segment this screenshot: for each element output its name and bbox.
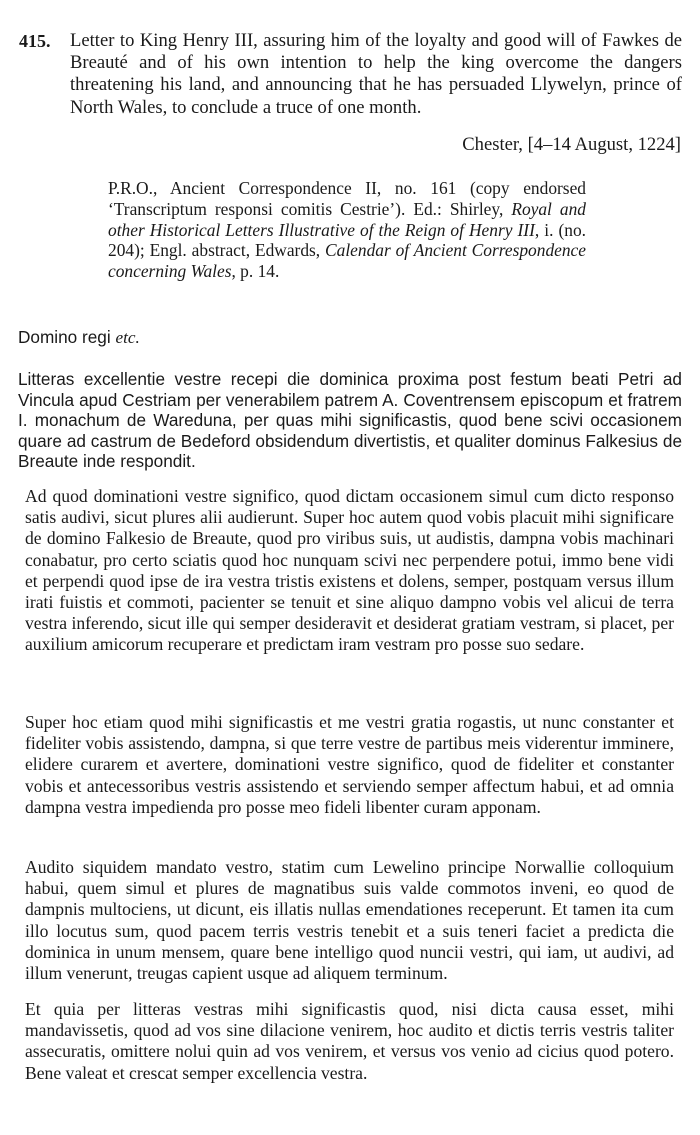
source-title-2: Calendar of Ancient Correspondence concerning Wales	[108, 240, 586, 282]
entry-summary: Letter to King Henry III, assuring him of the loyalty and good will of Fawkes de Breauté and of his own intention to help the king overcome the dangers threatening his land, and announcing that he has persuaded Llywelyn, prince of North Wales, to conclude a truce of one month.	[70, 30, 682, 118]
place-date: Chester, [4–14 August, 1224]	[462, 134, 681, 155]
salutation-etc: etc.	[115, 328, 140, 347]
source-text-2: , i. (no. 204); Engl. abstract, Edwards,	[108, 219, 586, 261]
salutation	[18, 327, 140, 348]
source-title-1: Royal and other Historical Letters Illustrative of the Reign of Henry III	[108, 198, 587, 240]
source-text-1: P.R.O., Ancient Correspondence II, no. 161 (copy endorsed ‘Transcriptum responsi comitis Cestrie’). Ed.: Shirley,	[108, 178, 586, 219]
source-text-3: , p. 14.	[231, 261, 280, 282]
source-note	[108, 178, 586, 282]
letter-paragraph-3: Super hoc etiam quod mihi significastis et me vestri gratia rogastis, ut nunc constanter et fideliter vobis assistendo, dampna, si que terre vestre de partibus meis viderentur imminere, elidere curarem et avertere, dominationi vestre significo, quod de fideliter et constanter vobis et antecessoribus vestris assistendo et serviendo semper affectum habui, et ad omnia dampna vestra impedienda pro posse meo fideli libenter curam apponam.	[25, 712, 674, 817]
letter-paragraph-1: Litteras excellentie vestre recepi die dominica proxima post festum beati Petri ad Vincula apud Cestriam per venerabilem patrem A. Coventrensem episcopum et fratrem I. monachum de Wareduna, per quas mihi significastis, quod bene scivi occasionem quare ad castrum de Bedeford obsidendum divertistis, et qualiter dominus Falkesius de Breaute inde respondit.	[18, 369, 682, 471]
letter-paragraph-5: Et quia per litteras vestras mihi significastis quod, nisi dicta causa esset, mihi mandavissetis, quod ad vos sine dilacione venirem, hoc audito et dictis terris vestris taliter assecuratis, omittere nolui quin ad vos venirem, et versus vos venio ad cicius quod potero. Bene valeat et crescat semper excellencia vestra.	[25, 999, 674, 1083]
salutation-text: Domino regi	[18, 327, 116, 347]
letter-paragraph-4: Audito siquidem mandato vestro, statim cum Lewelino principe Norwallie colloquium habui, quem simul et plures de magnatibus suis valde commotos inveni, eo quod de dampnis multociens, ut dicunt, eis illatis nullas emendationes receperunt. Et tamen ita cum illo locutus sum, quod pacem terris vestris tenebit et a suis teneri faciet a predicta die dominica in unum mensem, quare bene intelligo quod nuncii vestri, qui iam, ut audivi, ad illum venerunt, treugas capient usque ad aliquem terminum.	[25, 857, 674, 984]
letter-paragraph-2: Ad quod dominationi vestre significo, quod dictam occasionem simul cum dicto responso satis audivi, sicut plures alii audierunt. Super hoc autem quod vobis placuit mihi significare de domino Falkesio de Breaute, quod pro viribus suis, ut audistis, dampna vobis machinari conabatur, pro certo sciatis quod hoc nunquam scivi nec perpendere potui, immo bene vidi et perpendi quod ipse de ira vestra tristis existens et dolens, semper, postquam versus illum irati fuistis et commoti, pacienter se tenuit et sine aliquo dampno vobis vel alicui de terra vestra inferendo, sicut ille qui semper desideravit et desiderat gratiam vestram, si placet, per auxilium amicorum recuperare et predictam iram vestram pro posse suo sedare.	[25, 486, 674, 655]
entry-number: 415.	[19, 31, 51, 51]
